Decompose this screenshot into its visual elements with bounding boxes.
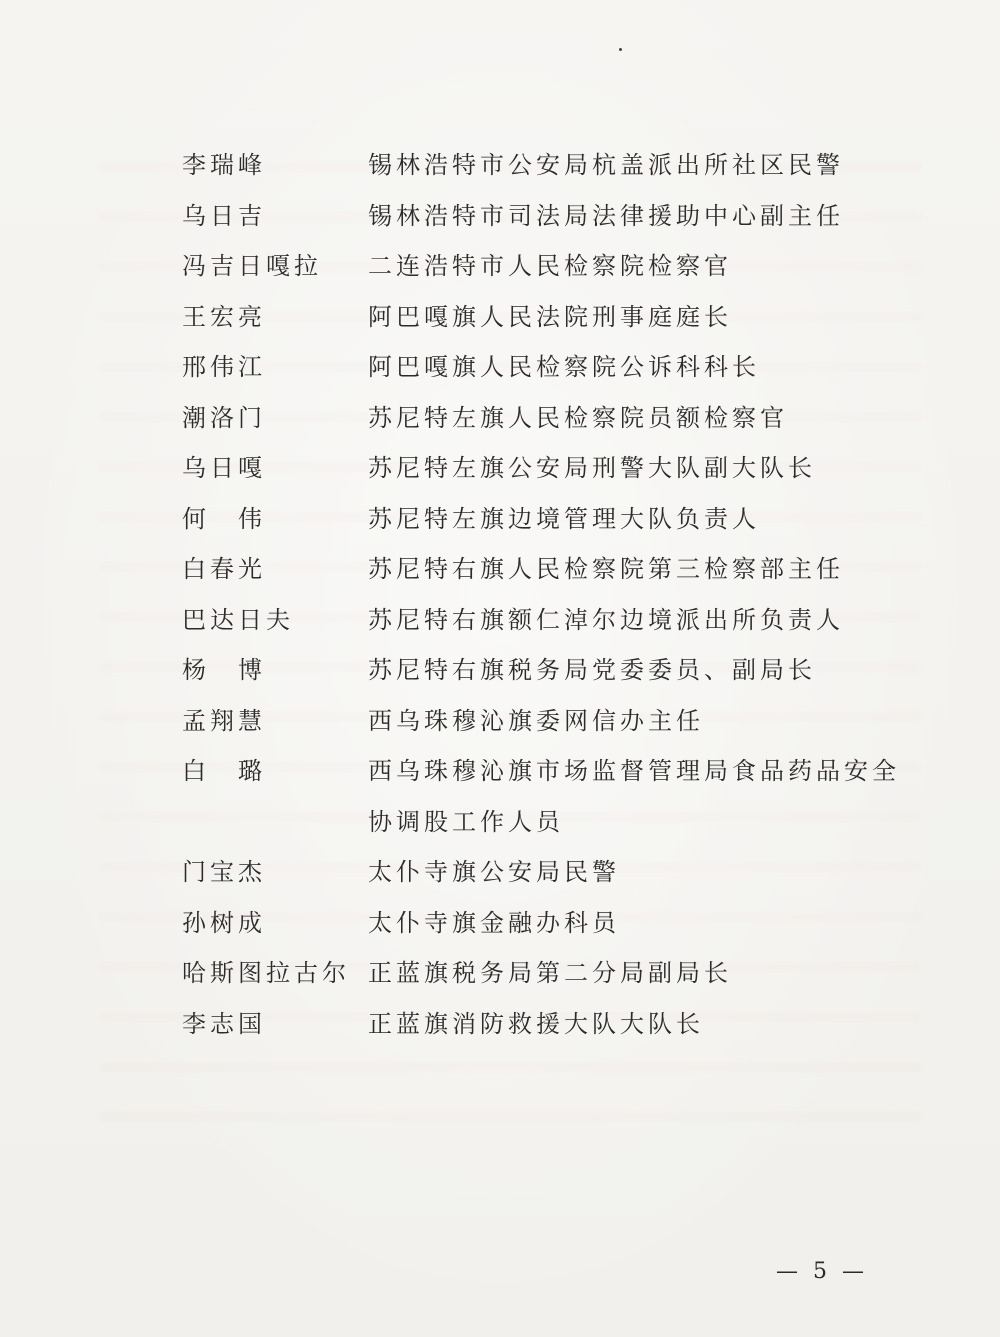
position-title <box>368 645 908 696</box>
person-name: 巴达日夫 <box>182 605 294 634</box>
position-line: 正蓝旗消防救援大队大队长 <box>368 1009 704 1038</box>
position-line: 阿巴嘎旗人民法院刑事庭庭长 <box>368 302 732 331</box>
position-line: 苏尼特左旗边境管理大队负责人 <box>368 504 760 533</box>
list-item <box>0 342 1000 393</box>
person-name: 邢伟江 <box>182 353 266 381</box>
person-name: 孙树成 <box>182 908 266 937</box>
position-title <box>368 191 908 242</box>
honoree-list <box>0 140 1000 1049</box>
position-line: 太仆寺旗公安局民警 <box>368 858 620 886</box>
position-title <box>368 999 908 1050</box>
person-name: 李志国 <box>182 1009 266 1038</box>
person-name: 白春光 <box>182 555 266 583</box>
position-line: 苏尼特右旗人民检察院第三检察部主任 <box>368 555 844 583</box>
list-item <box>0 595 1000 646</box>
position-line: 苏尼特左旗人民检察院员额检察官 <box>368 403 788 432</box>
person-name: 乌日嘎 <box>182 454 266 482</box>
position-title <box>368 241 908 292</box>
list-item <box>0 191 1000 242</box>
person-name: 白 璐 <box>182 757 266 785</box>
person-name: 哈斯图拉古尔 <box>182 959 350 987</box>
list-item <box>0 292 1000 343</box>
person-name: 潮洛门 <box>182 403 266 432</box>
position-line: 苏尼特左旗公安局刑警大队副大队长 <box>368 454 816 482</box>
position-line: 锡林浩特市公安局杭盖派出所社区民警 <box>368 151 844 179</box>
position-title <box>368 342 908 393</box>
position-line: 苏尼特右旗税务局党委委员、副局长 <box>368 656 816 684</box>
position-line: 西乌珠穆沁旗市场监督管理局食品药品安全 <box>368 757 900 785</box>
position-title <box>368 746 908 847</box>
position-line: 阿巴嘎旗人民检察院公诉科科长 <box>368 353 760 381</box>
person-name: 冯吉日嘎拉 <box>182 252 322 280</box>
position-line: 太仆寺旗金融办科员 <box>368 908 620 937</box>
page-number: — 5 — <box>776 1259 868 1284</box>
list-item <box>0 393 1000 444</box>
position-title <box>368 494 908 545</box>
position-line: 苏尼特右旗额仁淖尔边境派出所负责人 <box>368 605 844 634</box>
list-item <box>0 898 1000 949</box>
position-title <box>368 292 908 343</box>
position-title <box>368 544 908 595</box>
position-line: 协调股工作人员 <box>368 807 564 836</box>
person-name: 门宝杰 <box>182 858 266 886</box>
position-title <box>368 443 908 494</box>
list-item <box>0 645 1000 696</box>
person-name: 王宏亮 <box>182 302 266 331</box>
position-line: 锡林浩特市司法局法律援助中心副主任 <box>368 201 844 230</box>
position-line: 正蓝旗税务局第二分局副局长 <box>368 959 732 987</box>
list-item <box>0 140 1000 191</box>
position-line: 西乌珠穆沁旗委网信办主任 <box>368 706 704 735</box>
list-item <box>0 494 1000 545</box>
list-item <box>0 999 1000 1050</box>
list-item <box>0 746 1000 847</box>
person-name: 李瑞峰 <box>182 151 266 179</box>
position-line: 二连浩特市人民检察院检察官 <box>368 252 732 280</box>
position-title <box>368 948 908 999</box>
person-name: 杨 博 <box>182 656 266 684</box>
position-title <box>368 696 908 747</box>
position-title <box>368 898 908 949</box>
list-item <box>0 241 1000 292</box>
position-title <box>368 595 908 646</box>
person-name: 乌日吉 <box>182 201 266 230</box>
list-item <box>0 948 1000 999</box>
person-name: 孟翔慧 <box>182 706 266 735</box>
position-title <box>368 140 908 191</box>
list-item <box>0 847 1000 898</box>
scan-speck <box>619 48 622 51</box>
list-item <box>0 696 1000 747</box>
list-item <box>0 443 1000 494</box>
list-item <box>0 544 1000 595</box>
position-title <box>368 393 908 444</box>
position-title <box>368 847 908 898</box>
person-name: 何 伟 <box>182 504 266 533</box>
